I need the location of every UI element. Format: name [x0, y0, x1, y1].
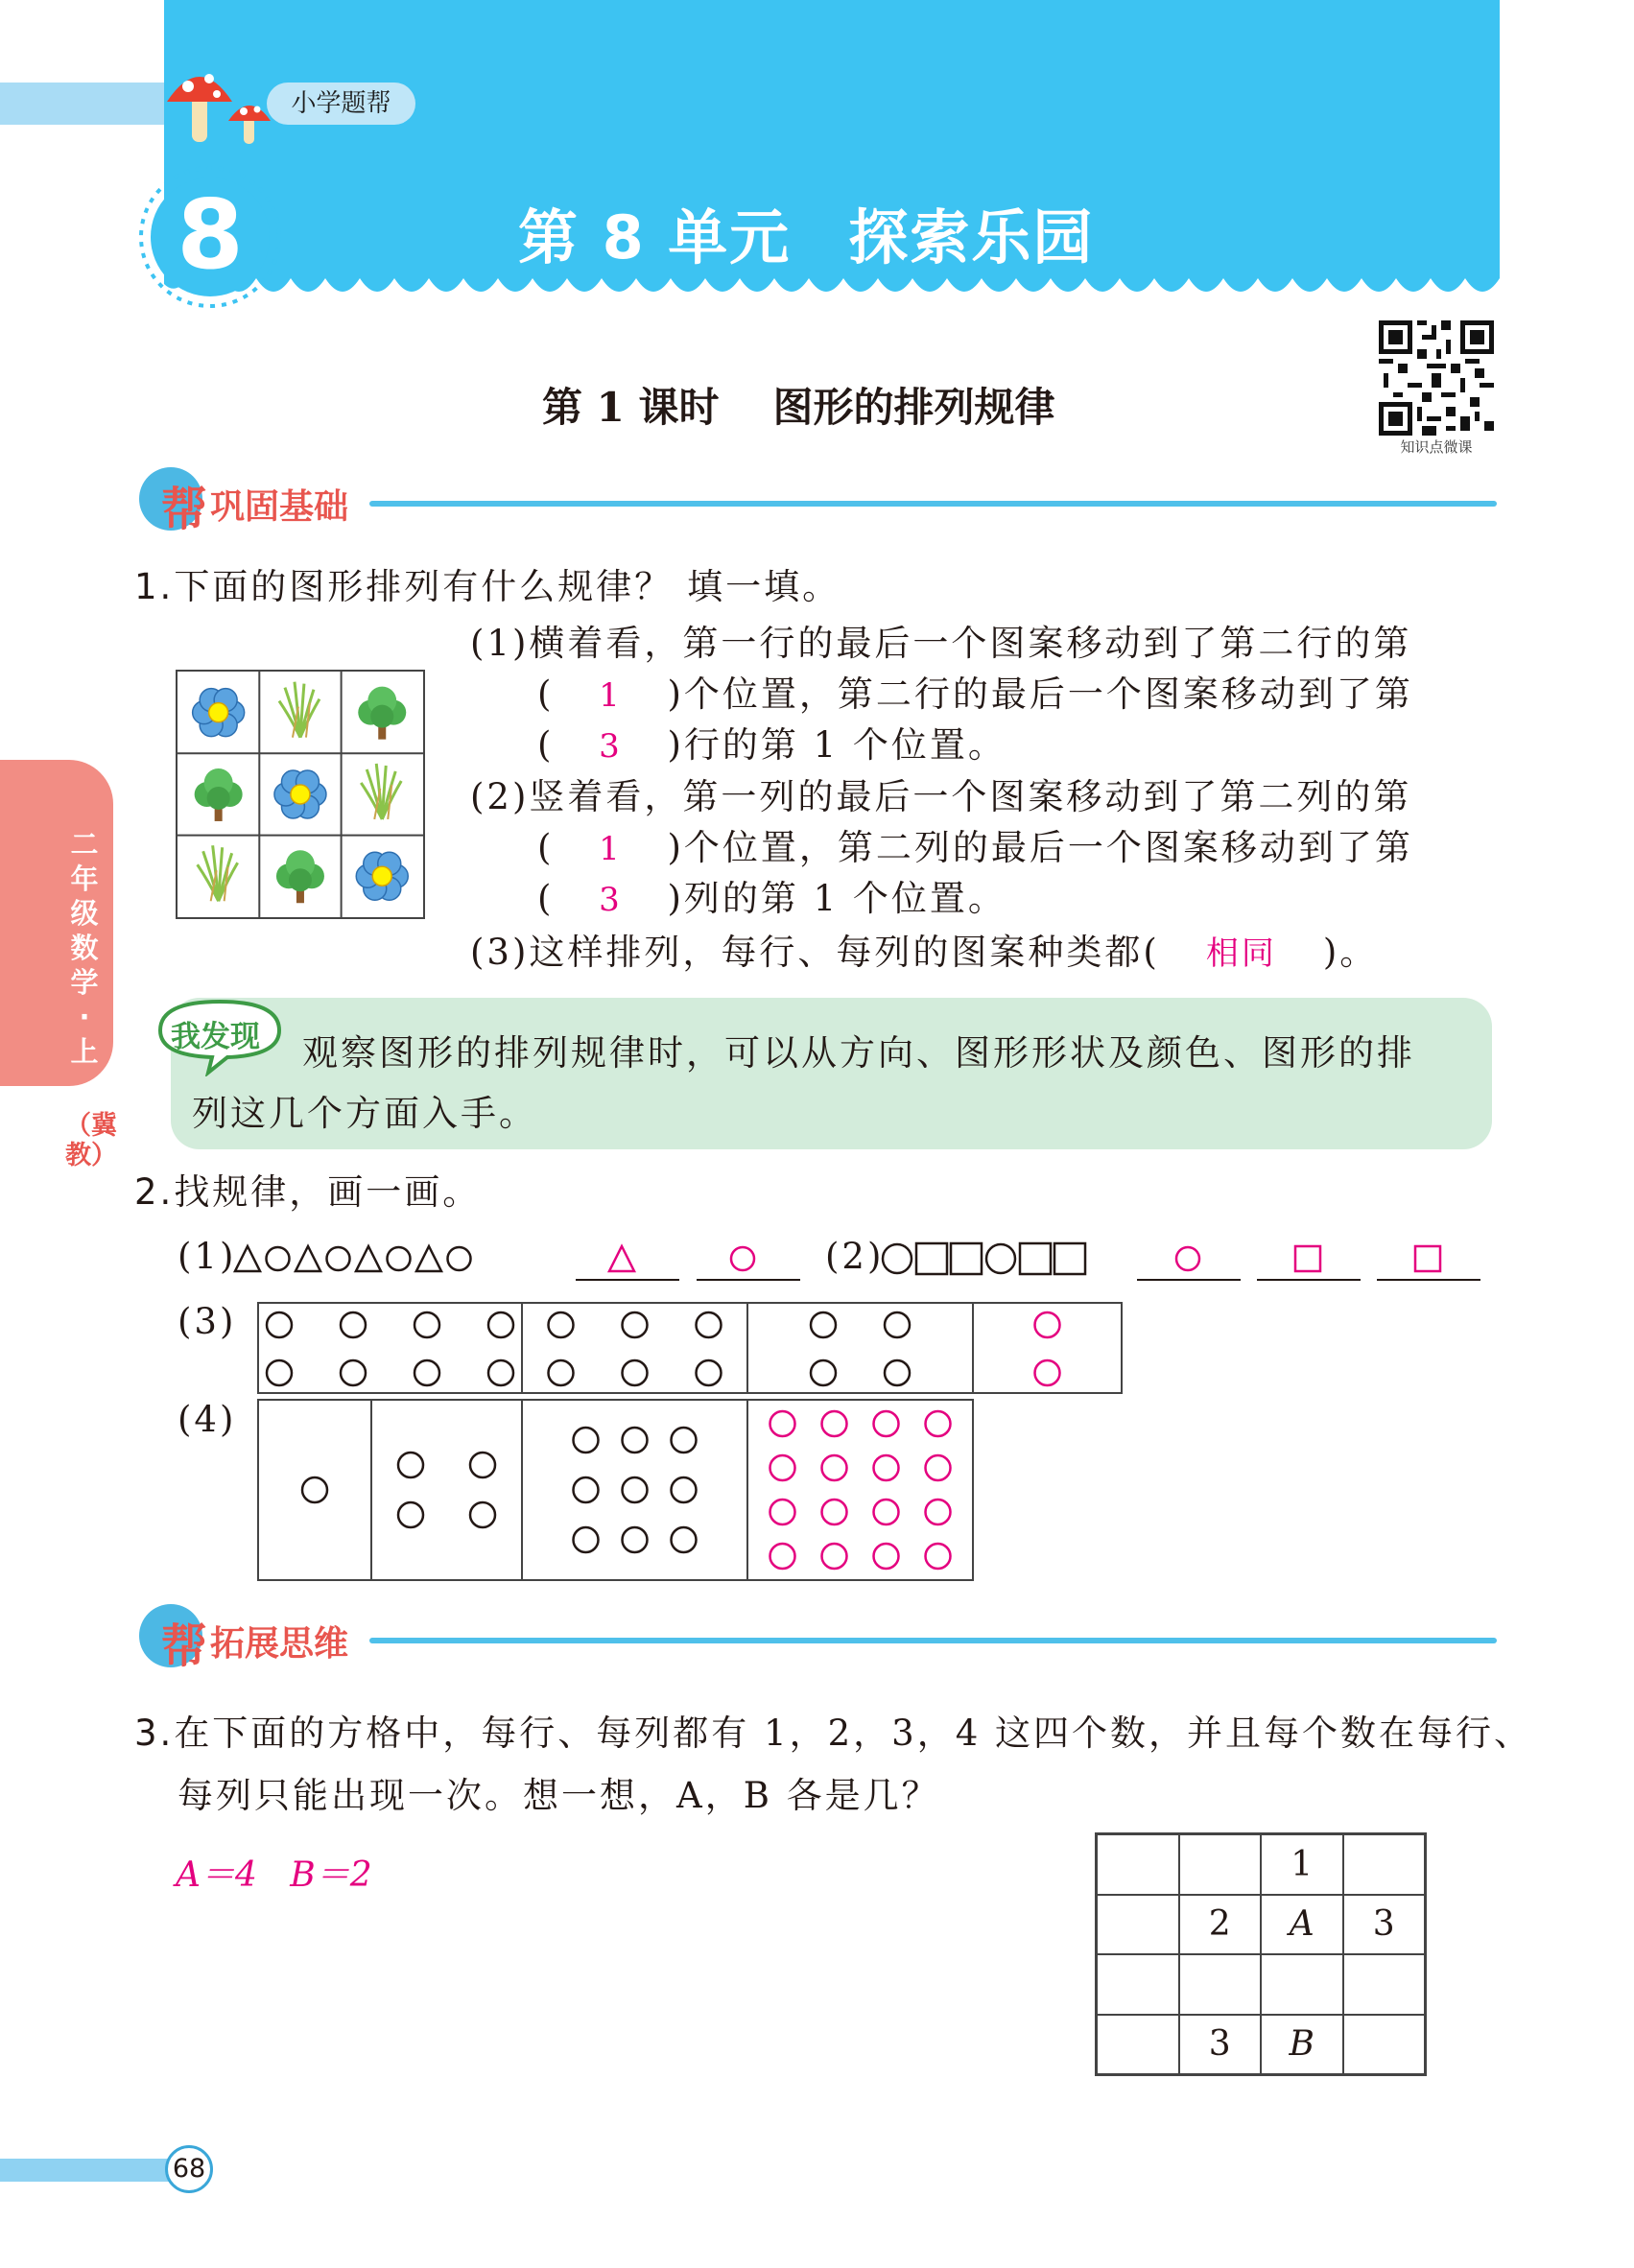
pattern-grid [176, 670, 425, 919]
circle-shape [448, 1247, 471, 1270]
side-tab-label: 二年级数学·上 [70, 828, 99, 1068]
dot [302, 1477, 327, 1502]
answer-dot [874, 1544, 899, 1569]
dot-box [747, 1400, 973, 1580]
page-number: 68 [165, 2145, 213, 2193]
answer-dot [822, 1500, 847, 1524]
q3-answer[interactable]: A＝4 B＝2 [176, 1855, 372, 1895]
square-shape [916, 1243, 947, 1274]
answer-dot [770, 1455, 795, 1480]
circle-shape [986, 1244, 1015, 1273]
dot-box [973, 1303, 1122, 1393]
grid-cell[interactable] [1261, 1954, 1343, 2015]
answer-dot [926, 1500, 951, 1524]
dot [672, 1527, 697, 1552]
q2-part3-boxes [257, 1302, 1135, 1394]
dot [470, 1502, 495, 1527]
q1-part1-line1: (1)横着看，第一行的最后一个图案移动到了第二行的第 [470, 623, 1412, 664]
unit-number-badge [139, 166, 281, 308]
circle-answer-shape [731, 1247, 754, 1270]
q2-part2-label: (2) [825, 1236, 885, 1277]
brand-label: 小学题帮 [267, 83, 415, 125]
answer-blank[interactable]: 1 [599, 830, 623, 868]
section-divider [369, 501, 1497, 507]
question-number: 1. [134, 566, 175, 607]
answer-dot [874, 1455, 899, 1480]
dot [574, 1477, 599, 1502]
flower-icon [356, 852, 408, 900]
dot [697, 1360, 722, 1385]
question-number: 3. [134, 1713, 175, 1754]
grid-cell[interactable] [1179, 1954, 1262, 2015]
answer-dot [1035, 1312, 1060, 1337]
dot-box [522, 1303, 747, 1393]
dot [574, 1428, 599, 1453]
dot [623, 1527, 648, 1552]
dot [488, 1360, 513, 1385]
section-divider [369, 1638, 1497, 1643]
grid-cell: B [1261, 2015, 1343, 2075]
triangle-shape [296, 1246, 320, 1271]
grid-cell: 3 [1179, 2015, 1262, 2075]
mushroom-icon [163, 58, 273, 149]
q2-part4-label: (4) [178, 1399, 237, 1440]
dot [398, 1502, 423, 1527]
section-title: 拓展思维 [210, 1624, 349, 1664]
answer-dot [770, 1544, 795, 1569]
answer-dot [770, 1500, 795, 1524]
dot [672, 1428, 697, 1453]
lesson-name: 图形的排列规律 [772, 384, 1055, 431]
discovery-tag: 我发现 [171, 1020, 260, 1054]
grid-cell[interactable] [1097, 1895, 1179, 1955]
discovery-line1: 观察图形的排列规律时，可以从方向、图形形状及颜色、图形的排 [302, 1032, 1415, 1074]
grid-cell[interactable] [1179, 1834, 1262, 1895]
square-shape [1020, 1243, 1051, 1274]
grass-icon [198, 845, 238, 901]
q2-part1-sequence [230, 1230, 816, 1284]
question-2 [134, 1173, 481, 1212]
lesson-title [542, 376, 1054, 434]
dot [549, 1312, 574, 1337]
q1-part2-line2: ( 1 )个位置，第二列的最后一个图案移动到了第 [537, 827, 1413, 868]
dot [623, 1312, 648, 1337]
tree-icon [358, 687, 406, 740]
grid-cell: 1 [1261, 1834, 1343, 1895]
dot [623, 1428, 648, 1453]
qr-caption: 知识点微课 [1400, 438, 1473, 456]
triangle-shape [416, 1246, 441, 1271]
answer-dot [926, 1411, 951, 1436]
q1-part3: (3)这样排列，每行、每列的图案种类都( 相同 )。 [470, 932, 1379, 973]
dot [574, 1527, 599, 1552]
grid-cell[interactable] [1343, 2015, 1426, 2075]
circle-shape [327, 1247, 350, 1270]
question-prompt: 下面的图形排列有什么规律？ 填一填。 [174, 566, 841, 607]
answer-dot [874, 1411, 899, 1436]
circle-shape [267, 1247, 290, 1270]
q1-part1-line2: ( 1 )个位置，第二行的最后一个图案移动到了第 [537, 673, 1413, 715]
dot [488, 1312, 513, 1337]
answer-dot [1035, 1360, 1060, 1385]
dot [811, 1360, 836, 1385]
q1-part1-line3: ( 3 )行的第 1 个位置。 [537, 724, 1006, 766]
answer-blank[interactable]: 1 [599, 676, 623, 715]
square-shape [1054, 1243, 1085, 1274]
tree-icon [276, 850, 324, 903]
page-footer-strip [0, 2159, 187, 2182]
answer-blank[interactable]: 3 [599, 881, 623, 919]
triangle-shape [356, 1246, 381, 1271]
dot [885, 1312, 910, 1337]
circle-shape [883, 1244, 912, 1273]
grid-cell[interactable] [1343, 1954, 1426, 2015]
triangle-shape [235, 1246, 260, 1271]
q2-part4-boxes [257, 1399, 986, 1583]
q1-part2-line3: ( 3 )列的第 1 个位置。 [537, 878, 1006, 919]
unit-number: 8 [177, 178, 244, 291]
q2-part1-label: (1) [178, 1236, 237, 1277]
grid-cell[interactable] [1097, 1954, 1179, 2015]
grid-cell[interactable] [1097, 2015, 1179, 2075]
question-3-line2: 每列只能出现一次。想一想，A，B 各是几？ [178, 1775, 940, 1816]
discovery-line2: 列这几个方面入手。 [192, 1093, 537, 1134]
dot [697, 1312, 722, 1337]
answer-dot [926, 1544, 951, 1569]
grid-cell: 3 [1343, 1895, 1426, 1955]
grass-icon [279, 682, 320, 738]
dot [398, 1453, 423, 1477]
q1-part2-line1: (2)竖着看，第一列的最后一个图案移动到了第二列的第 [470, 776, 1412, 817]
qr-code-icon[interactable] [1379, 320, 1494, 436]
section-title: 巩固基础 [210, 487, 349, 527]
answer-dot [926, 1455, 951, 1480]
dot [623, 1360, 648, 1385]
tree-icon [195, 768, 243, 821]
lesson-number: 第 1 课时 [542, 384, 720, 431]
grid-cell[interactable] [1343, 1834, 1426, 1895]
unit-title [518, 190, 1094, 275]
circle-shape [388, 1247, 411, 1270]
section-badge: 帮 [161, 483, 208, 536]
grid-cell: 2 [1179, 1895, 1262, 1955]
question-1 [134, 568, 841, 606]
square-shape [951, 1243, 982, 1274]
dot [414, 1312, 439, 1337]
side-tab-edition: （冀教） [65, 1111, 117, 1170]
answer-dot [874, 1500, 899, 1524]
answer-dot [822, 1544, 847, 1569]
grid-cell: A [1261, 1895, 1343, 1955]
dot [267, 1312, 292, 1337]
question-prompt: 找规律，画一画。 [174, 1171, 482, 1213]
square-answer-shape [1295, 1246, 1320, 1271]
answer-blank[interactable]: 3 [599, 727, 623, 766]
dot [672, 1477, 697, 1502]
q2-part2-sequence [878, 1230, 1482, 1284]
dot [341, 1360, 366, 1385]
dot [811, 1312, 836, 1337]
unit-label: 第 8 单元 [518, 202, 792, 272]
dot-box [371, 1400, 522, 1580]
answer-dot [822, 1455, 847, 1480]
square-answer-shape [1415, 1246, 1440, 1271]
dot [341, 1312, 366, 1337]
answer-blank[interactable]: 相同 [1205, 934, 1277, 973]
dot [414, 1360, 439, 1385]
dot-box [747, 1303, 973, 1393]
grass-icon [361, 764, 401, 819]
dot [623, 1477, 648, 1502]
question-number: 2. [134, 1171, 175, 1213]
question-prompt: 在下面的方格中，每行、每列都有 1，2，3，4 这四个数，并且每个数在每行、 [174, 1713, 1532, 1754]
answer-dot [770, 1411, 795, 1436]
flower-icon [193, 689, 245, 737]
number-grid [1095, 1832, 1427, 2076]
answer-dot [822, 1411, 847, 1436]
dot [549, 1360, 574, 1385]
circle-answer-shape [1176, 1247, 1199, 1270]
dot [267, 1360, 292, 1385]
dot-box [258, 1400, 371, 1580]
q2-part3-label: (3) [178, 1301, 237, 1342]
grid-cell[interactable] [1097, 1834, 1179, 1895]
dot-box [258, 1303, 522, 1393]
unit-name: 探索乐园 [848, 202, 1095, 272]
dot [885, 1360, 910, 1385]
question-3-line1 [134, 1714, 1532, 1753]
flower-icon [274, 770, 326, 818]
triangle-answer-shape [609, 1246, 634, 1271]
dot [470, 1453, 495, 1477]
section-badge: 帮 [161, 1619, 208, 1673]
